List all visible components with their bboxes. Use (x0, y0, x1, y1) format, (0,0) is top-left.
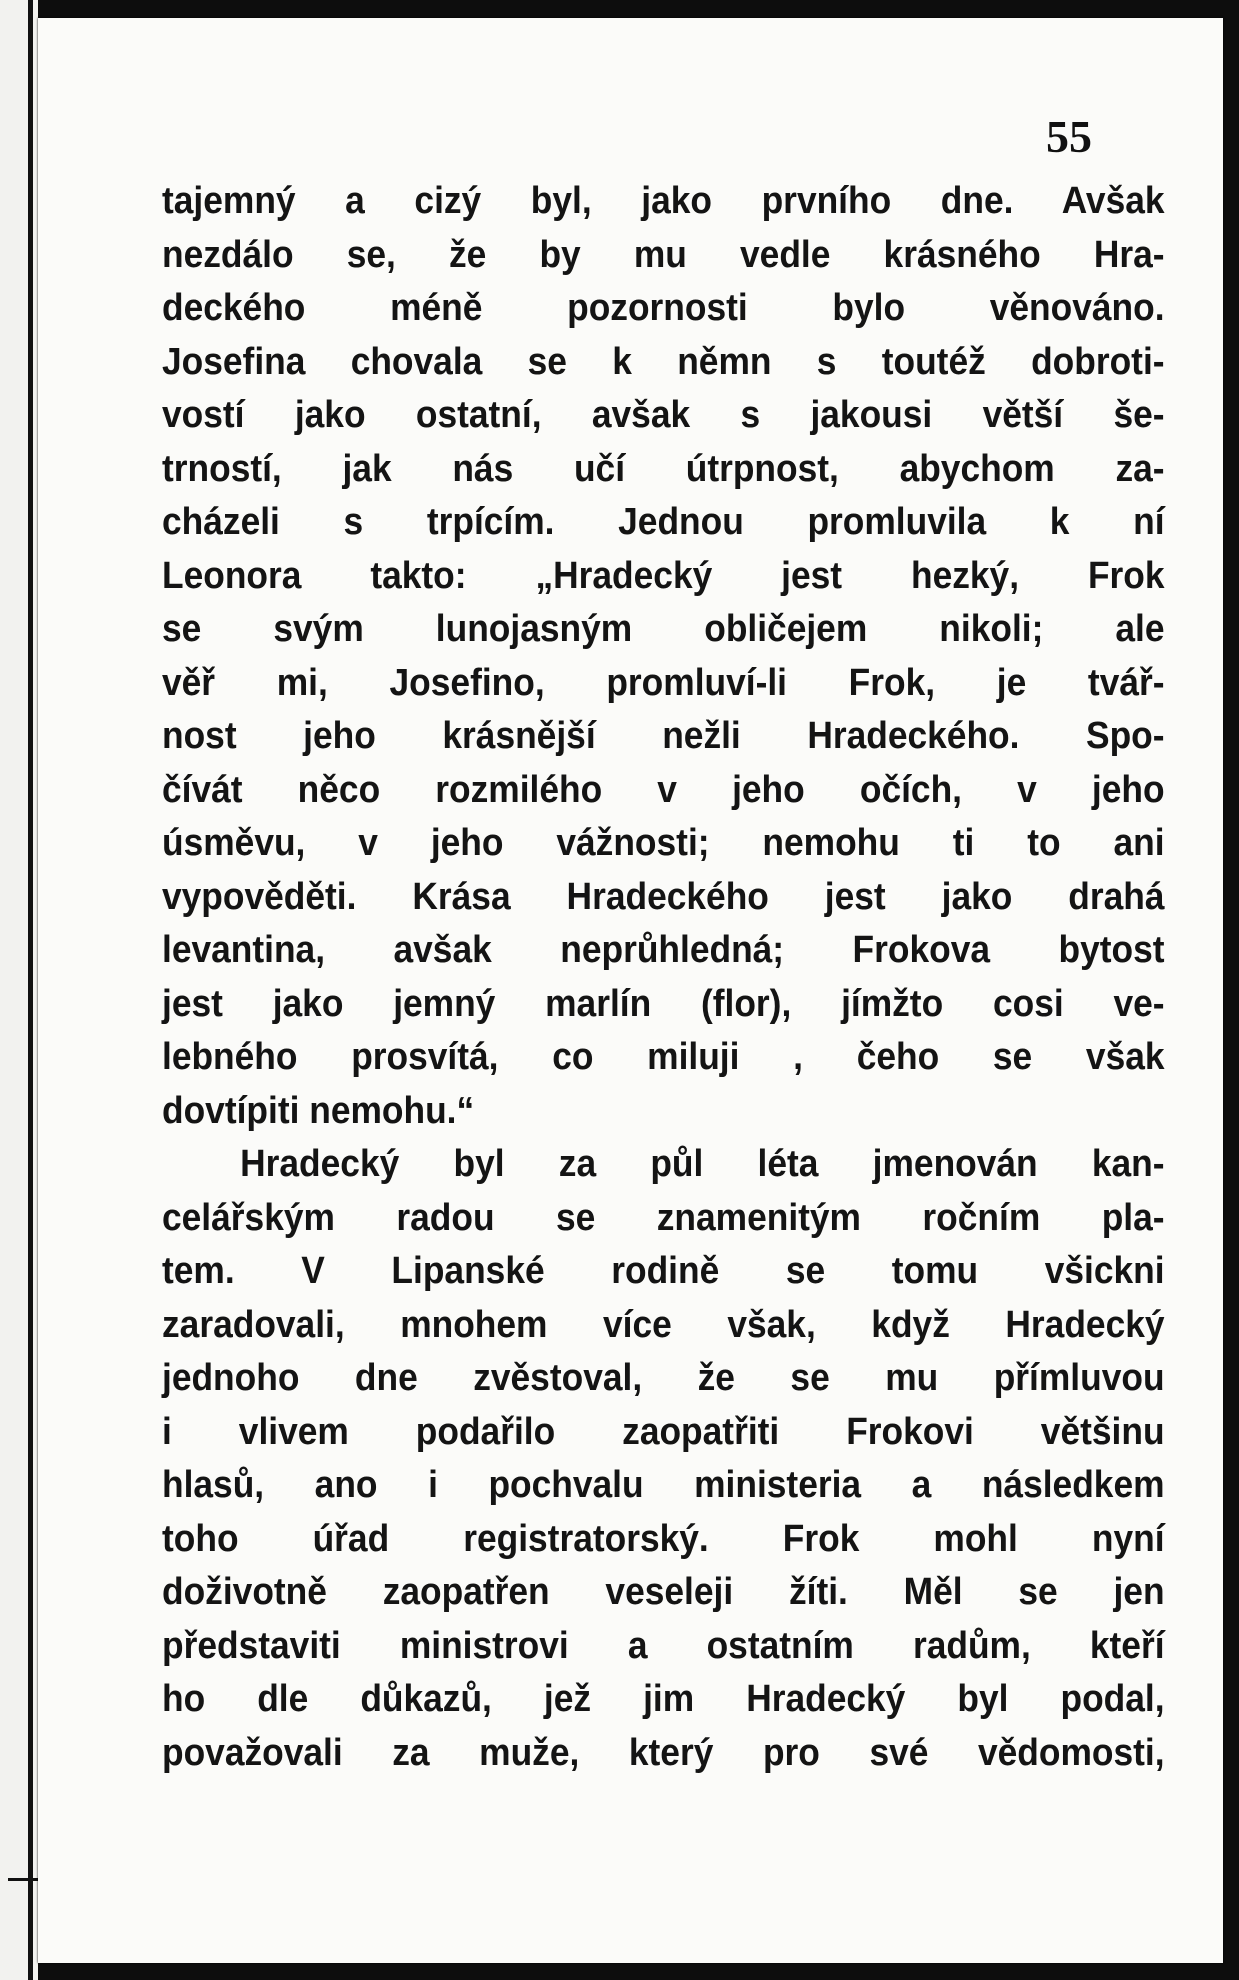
page-number: 55 (1046, 111, 1092, 162)
text-line: čívát něco rozmilého v jeho očích, v jeho (162, 768, 1165, 811)
text-line: toho úřad registratorský. Frok mohl nyní (162, 1517, 1165, 1560)
text-line: lebného prosvítá, co miluji , čeho se však (162, 1036, 1165, 1078)
text-line: doživotně zaopatřen veseleji žíti. Měl se jen (162, 1571, 1165, 1613)
text-line: tem. V Lipanské rodině se tomu všickni (162, 1250, 1165, 1292)
text-line: považovali za muže, který pro své vědomosti, (162, 1731, 1165, 1774)
text-line: deckého méně pozornosti bylo věnováno. (162, 287, 1165, 329)
text-line: hlasů, ano i pochvalu ministeria a následkem (162, 1464, 1165, 1506)
text-line: nost jeho krásnější nežli Hradeckého. Spo- (162, 715, 1165, 757)
text-line: dovtípiti nemohu.“ (162, 1089, 475, 1132)
text-line: levantina, avšak neprůhledná; Frokova bytost (162, 929, 1165, 971)
paragraph-start-line: Hradecký byl za půl léta jmenován kan- (240, 1143, 1165, 1185)
text-line: vostí jako ostatní, avšak s jakousi větší še- (162, 394, 1165, 436)
text-line: se svým lunojasným obličejem nikoli; ale (162, 608, 1165, 650)
binding-strip (0, 0, 38, 1980)
text-line: jednoho dne zvěstoval, že se mu přímluvou (162, 1357, 1165, 1399)
text-line: zaradovali, mnohem více však, když Hradecký (162, 1303, 1165, 1346)
text-line: ho dle důkazů, jež jim Hradecký byl podal, (162, 1678, 1165, 1720)
text-line: Leonora takto: „Hradecký jest hezký, Frok (162, 554, 1165, 597)
text-line: vypověděti. Krása Hradeckého jest jako drahá (162, 875, 1165, 918)
binding-edge (28, 0, 33, 1980)
text-line: jest jako jemný marlín (flor), jímžto cosi ve- (162, 982, 1165, 1025)
text-line: představiti ministrovi a ostatním radům, kteří (162, 1624, 1165, 1667)
margin-mark (8, 1878, 38, 1881)
text-line: věř mi, Josefino, promluví-li Frok, je tvář- (162, 661, 1165, 704)
text-line: i vlivem podařilo zaopatřiti Frokovi většinu (162, 1410, 1165, 1453)
text-line: Josefina chovala se k němn s toutéž dobroti- (162, 340, 1165, 383)
body-text (162, 175, 1165, 1780)
text-line: cházeli s trpícím. Jednou promluvila k ní (162, 501, 1165, 543)
text-line: trností, jak nás učí útrpnost, abychom za- (162, 447, 1165, 490)
text-line: celářským radou se znamenitým ročním pla- (162, 1196, 1165, 1239)
text-line: úsměvu, v jeho vážnosti; nemohu ti to ani (162, 822, 1165, 864)
text-line: nezdálo se, že by mu vedle krásného Hra- (162, 233, 1165, 276)
text-line: tajemný a cizý byl, jako prvního dne. Avšak (162, 180, 1165, 222)
